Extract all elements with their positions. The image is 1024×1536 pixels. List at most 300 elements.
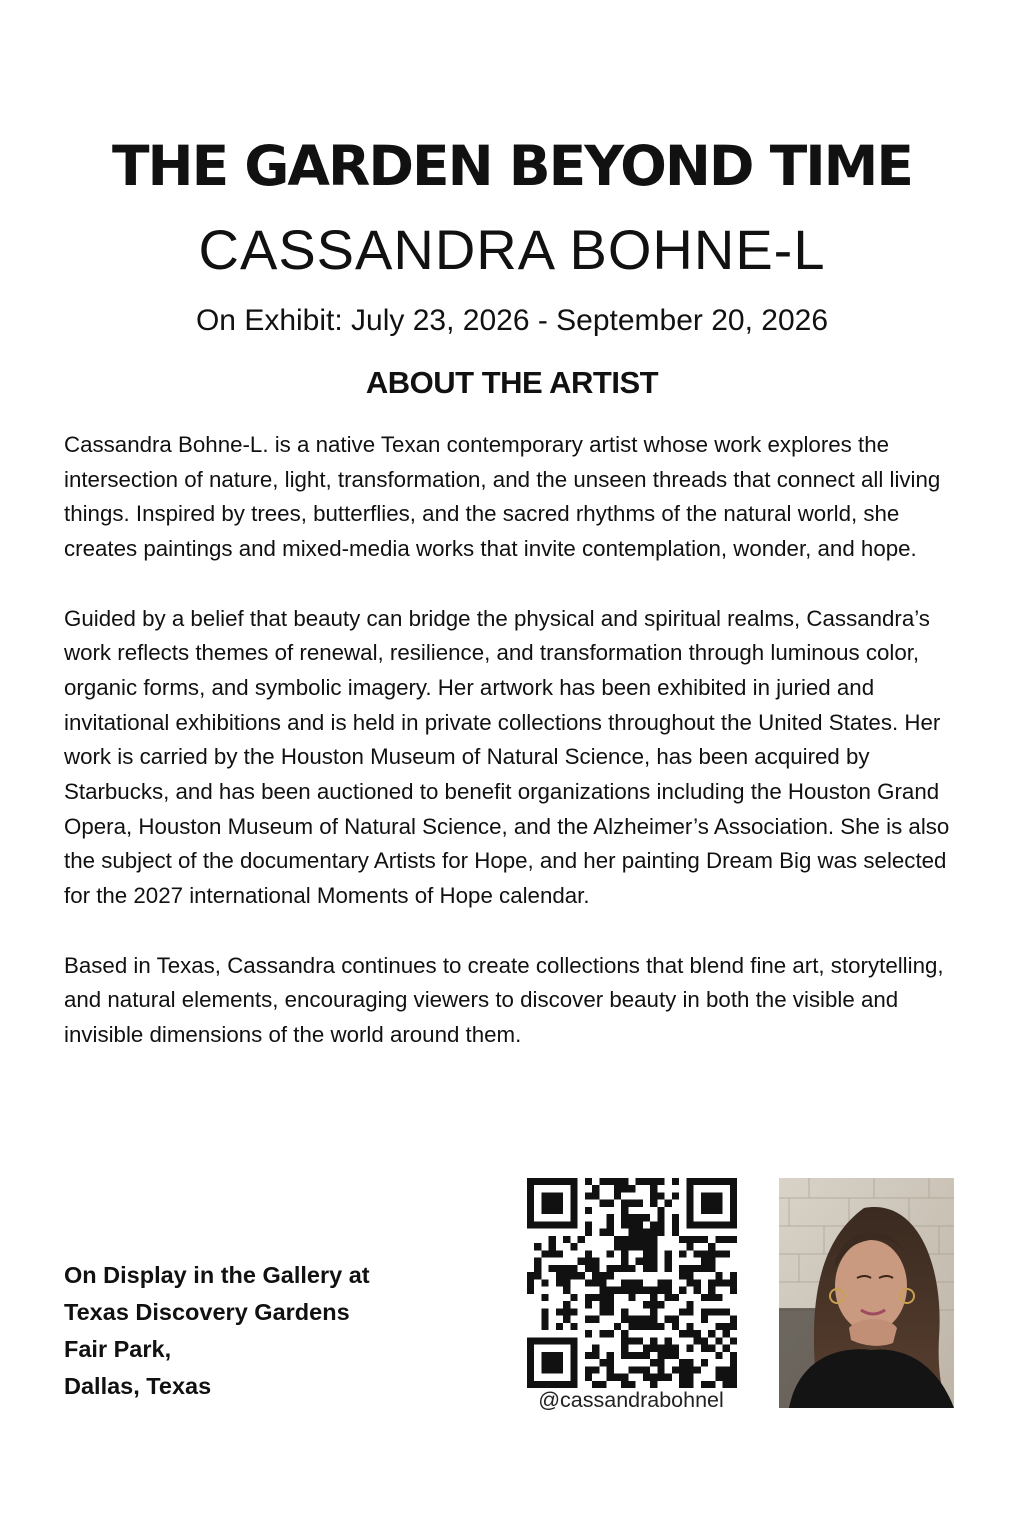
qr-module (701, 1221, 708, 1228)
qr-module (708, 1192, 715, 1199)
qr-module (715, 1308, 722, 1315)
qr-module (527, 1337, 534, 1344)
qr-module (643, 1366, 650, 1373)
qr-module (636, 1258, 643, 1265)
qr-module (563, 1265, 570, 1272)
qr-module (628, 1279, 635, 1286)
qr-module (556, 1272, 563, 1279)
qr-module (549, 1243, 556, 1250)
qr-module (636, 1279, 643, 1286)
qr-module (527, 1192, 534, 1199)
qr-module (614, 1265, 621, 1272)
qr-module (643, 1236, 650, 1243)
qr-module (578, 1258, 585, 1265)
qr-module (585, 1316, 592, 1323)
qr-module (556, 1221, 563, 1228)
qr-module (672, 1294, 679, 1301)
qr-module (672, 1345, 679, 1352)
qr-module (585, 1352, 592, 1359)
qr-module (650, 1258, 657, 1265)
qr-module (628, 1316, 635, 1323)
qr-module (715, 1352, 722, 1359)
qr-module (636, 1352, 643, 1359)
qr-module (657, 1279, 664, 1286)
qr-module (607, 1221, 614, 1228)
qr-module (701, 1308, 708, 1315)
qr-module (679, 1287, 686, 1294)
qr-module (657, 1287, 664, 1294)
qr-module (534, 1221, 541, 1228)
qr-module (657, 1323, 664, 1330)
qr-module (657, 1214, 664, 1221)
qr-module (730, 1287, 737, 1294)
qr-module (541, 1308, 548, 1315)
qr-module (730, 1214, 737, 1221)
qr-module (636, 1200, 643, 1207)
qr-module (679, 1359, 686, 1366)
qr-module (694, 1330, 701, 1337)
qr-module (556, 1265, 563, 1272)
qr-module (686, 1243, 693, 1250)
qr-module (730, 1200, 737, 1207)
qr-module (585, 1258, 592, 1265)
qr-module (563, 1236, 570, 1243)
qr-module (723, 1308, 730, 1315)
qr-module (657, 1301, 664, 1308)
qr-module (534, 1272, 541, 1279)
artist-bio (64, 428, 964, 1087)
qr-module (665, 1337, 672, 1344)
qr-module (556, 1207, 563, 1214)
qr-module (607, 1200, 614, 1207)
qr-module (585, 1207, 592, 1214)
qr-module (708, 1221, 715, 1228)
artist-name: CASSANDRA BOHNE-L (198, 218, 826, 281)
qr-module (701, 1250, 708, 1257)
qr-module (628, 1323, 635, 1330)
qr-module (541, 1221, 548, 1228)
qr-module (621, 1243, 628, 1250)
qr-module (628, 1229, 635, 1236)
qr-module (556, 1308, 563, 1315)
qr-module (650, 1200, 657, 1207)
qr-module (665, 1200, 672, 1207)
qr-module (607, 1294, 614, 1301)
qr-module (599, 1200, 606, 1207)
qr-module (665, 1352, 672, 1359)
qr-module (643, 1352, 650, 1359)
qr-module (715, 1323, 722, 1330)
qr-module (599, 1359, 606, 1366)
qr-module (723, 1236, 730, 1243)
qr-module (701, 1258, 708, 1265)
qr-module (730, 1352, 737, 1359)
qr-module (570, 1207, 577, 1214)
qr-module (636, 1236, 643, 1243)
qr-module (592, 1279, 599, 1286)
qr-module (643, 1243, 650, 1250)
qr-module (708, 1178, 715, 1185)
qr-module (657, 1374, 664, 1381)
qr-module (708, 1258, 715, 1265)
qr-module (679, 1366, 686, 1373)
qr-module (723, 1250, 730, 1257)
qr-module (701, 1294, 708, 1301)
qr-module (599, 1229, 606, 1236)
qr-module (730, 1374, 737, 1381)
qr-module (650, 1287, 657, 1294)
qr-module (607, 1301, 614, 1308)
qr-module (679, 1265, 686, 1272)
qr-module (549, 1200, 556, 1207)
qr-module (614, 1287, 621, 1294)
qr-module (592, 1258, 599, 1265)
qr-module (570, 1323, 577, 1330)
qr-module (701, 1200, 708, 1207)
qr-module (621, 1316, 628, 1323)
qr-module (730, 1359, 737, 1366)
qr-module (621, 1178, 628, 1185)
qr-module (686, 1345, 693, 1352)
qr-module (723, 1323, 730, 1330)
qr-module (527, 1352, 534, 1359)
qr-module (527, 1185, 534, 1192)
qr-module (570, 1366, 577, 1373)
qr-module (527, 1214, 534, 1221)
qr-module (541, 1359, 548, 1366)
qr-module (686, 1236, 693, 1243)
qr-module (607, 1250, 614, 1257)
qr-module (686, 1214, 693, 1221)
qr-module (715, 1236, 722, 1243)
qr-module (607, 1265, 614, 1272)
qr-module (570, 1337, 577, 1344)
qr-module (534, 1337, 541, 1344)
qr-module (556, 1250, 563, 1257)
qr-module (621, 1236, 628, 1243)
qr-module (628, 1200, 635, 1207)
qr-module (563, 1279, 570, 1286)
qr-module (708, 1207, 715, 1214)
qr-module (556, 1279, 563, 1286)
qr-module (556, 1337, 563, 1344)
qr-module (650, 1192, 657, 1199)
qr-module (686, 1279, 693, 1286)
qr-module (679, 1330, 686, 1337)
qr-module (715, 1374, 722, 1381)
qr-module (592, 1265, 599, 1272)
display-line-3: Fair Park, (64, 1336, 172, 1362)
qr-module (679, 1272, 686, 1279)
qr-module (657, 1359, 664, 1366)
qr-module (701, 1337, 708, 1344)
qr-module (607, 1359, 614, 1366)
qr-module (628, 1287, 635, 1294)
qr-module (549, 1250, 556, 1257)
qr-module (723, 1366, 730, 1373)
qr-module (599, 1294, 606, 1301)
qr-module (621, 1345, 628, 1352)
qr-module (715, 1221, 722, 1228)
qr-module (628, 1243, 635, 1250)
qr-module (534, 1265, 541, 1272)
qr-module (650, 1229, 657, 1236)
qr-module (643, 1178, 650, 1185)
qr-module (694, 1236, 701, 1243)
qr-module (723, 1221, 730, 1228)
qr-module (628, 1221, 635, 1228)
qr-module (650, 1308, 657, 1315)
qr-module (563, 1221, 570, 1228)
qr-module (657, 1229, 664, 1236)
qr-module (578, 1272, 585, 1279)
qr-module (549, 1221, 556, 1228)
qr-module (715, 1272, 722, 1279)
qr-module (665, 1279, 672, 1286)
qr-module (578, 1236, 585, 1243)
qr-module (556, 1200, 563, 1207)
qr-module (643, 1345, 650, 1352)
qr-module (701, 1207, 708, 1214)
qr-module (643, 1287, 650, 1294)
qr-module (621, 1308, 628, 1315)
qr-module (686, 1359, 693, 1366)
qr-module (715, 1200, 722, 1207)
qr-module (527, 1221, 534, 1228)
qr-module (686, 1374, 693, 1381)
qr-module (585, 1178, 592, 1185)
qr-module (708, 1200, 715, 1207)
qr-module (708, 1345, 715, 1352)
qr-module (607, 1366, 614, 1373)
qr-module (585, 1330, 592, 1337)
qr-module (628, 1352, 635, 1359)
qr-module (541, 1352, 548, 1359)
qr-module (541, 1294, 548, 1301)
qr-module (665, 1374, 672, 1381)
qr-module (723, 1374, 730, 1381)
qr-module (650, 1301, 657, 1308)
qr-module (686, 1178, 693, 1185)
qr-module (556, 1323, 563, 1330)
qr-module (621, 1279, 628, 1286)
qr-module (650, 1359, 657, 1366)
qr-module (657, 1366, 664, 1373)
qr-module (621, 1214, 628, 1221)
qr-module (527, 1345, 534, 1352)
qr-module (708, 1265, 715, 1272)
qr-module (599, 1272, 606, 1279)
qr-module (628, 1366, 635, 1373)
qr-module (686, 1221, 693, 1228)
qr-module (563, 1178, 570, 1185)
qr-module (672, 1323, 679, 1330)
qr-module (643, 1229, 650, 1236)
qr-module (650, 1265, 657, 1272)
qr-module (686, 1207, 693, 1214)
qr-module (694, 1287, 701, 1294)
qr-code-icon[interactable] (527, 1178, 737, 1388)
qr-module (686, 1192, 693, 1199)
qr-module (527, 1200, 534, 1207)
qr-module (614, 1323, 621, 1330)
qr-module (694, 1337, 701, 1344)
qr-module (636, 1323, 643, 1330)
qr-module (541, 1323, 548, 1330)
qr-module (679, 1236, 686, 1243)
qr-module (643, 1374, 650, 1381)
qr-module (701, 1345, 708, 1352)
qr-module (686, 1185, 693, 1192)
qr-module (585, 1366, 592, 1373)
qr-module (570, 1265, 577, 1272)
qr-module (672, 1352, 679, 1359)
qr-module (672, 1214, 679, 1221)
qr-module (701, 1192, 708, 1199)
qr-module (686, 1330, 693, 1337)
qr-module (541, 1207, 548, 1214)
qr-module (715, 1207, 722, 1214)
qr-module (614, 1192, 621, 1199)
qr-module (570, 1214, 577, 1221)
qr-module (570, 1185, 577, 1192)
qr-module (701, 1236, 708, 1243)
qr-module (708, 1279, 715, 1286)
qr-module (585, 1374, 592, 1381)
qr-module (534, 1178, 541, 1185)
qr-module (715, 1279, 722, 1286)
qr-module (592, 1272, 599, 1279)
qr-module (570, 1352, 577, 1359)
qr-module (636, 1243, 643, 1250)
qr-module (527, 1359, 534, 1366)
qr-module (723, 1279, 730, 1286)
qr-module (541, 1178, 548, 1185)
qr-module (621, 1185, 628, 1192)
qr-module (621, 1330, 628, 1337)
qr-module (730, 1272, 737, 1279)
qr-module (549, 1192, 556, 1199)
qr-module (723, 1330, 730, 1337)
qr-module (708, 1308, 715, 1315)
qr-module (556, 1352, 563, 1359)
qr-module (621, 1250, 628, 1257)
qr-module (657, 1207, 664, 1214)
qr-module (527, 1272, 534, 1279)
qr-module (650, 1221, 657, 1228)
qr-module (665, 1287, 672, 1294)
qr-module (723, 1345, 730, 1352)
qr-module (650, 1243, 657, 1250)
qr-module (570, 1178, 577, 1185)
qr-module (686, 1301, 693, 1308)
display-line-4: Dallas, Texas (64, 1373, 212, 1399)
qr-module (563, 1301, 570, 1308)
qr-module (527, 1366, 534, 1373)
qr-module (672, 1192, 679, 1199)
bio-paragraph-2: Guided by a belief that beauty can bridge the physical and spiritual realms, Cassandra’s work reflects themes of renewal, resilience, and transformation through luminous color, organic forms, and symbolic imagery. Her artwork has been exhibited in juried and invitational exhibitions and is held in private collections throughout the United States. Her work is carried by the Houston Museum of Natural Science, has been acquired by Starbucks, and has been auctioned to benefit organizations including the Houston Grand Opera, Houston Museum of Natural Science, and the Alzheimer’s Association. She is also the subject of the documentary Artists for Hope, and her painting Dream Big was selected for the 2027 international Moments of Hope calendar. (64, 605, 950, 909)
display-line-2: Texas Discovery Gardens (64, 1299, 350, 1325)
qr-module (570, 1221, 577, 1228)
qr-module (628, 1214, 635, 1221)
qr-module (628, 1185, 635, 1192)
qr-module (534, 1258, 541, 1265)
qr-module (592, 1192, 599, 1199)
qr-module (730, 1279, 737, 1286)
qr-module (556, 1178, 563, 1185)
qr-module (614, 1178, 621, 1185)
qr-module (708, 1287, 715, 1294)
about-heading: ABOUT THE ARTIST (365, 365, 659, 400)
qr-module (541, 1337, 548, 1344)
qr-module (614, 1185, 621, 1192)
qr-module (570, 1192, 577, 1199)
qr-module (650, 1178, 657, 1185)
qr-module (541, 1279, 548, 1286)
qr-module (694, 1279, 701, 1286)
qr-module (686, 1323, 693, 1330)
qr-module (679, 1374, 686, 1381)
qr-module (643, 1250, 650, 1257)
qr-module (527, 1279, 534, 1286)
qr-module (730, 1236, 737, 1243)
qr-module (701, 1178, 708, 1185)
qr-module (672, 1366, 679, 1373)
qr-module (672, 1229, 679, 1236)
qr-module (549, 1265, 556, 1272)
qr-module (643, 1323, 650, 1330)
qr-module (556, 1192, 563, 1199)
qr-module (563, 1287, 570, 1294)
qr-module (592, 1294, 599, 1301)
qr-module (621, 1265, 628, 1272)
qr-module (730, 1221, 737, 1228)
qr-module (628, 1236, 635, 1243)
qr-module (679, 1308, 686, 1315)
qr-module (636, 1366, 643, 1373)
qr-module (527, 1374, 534, 1381)
qr-module (665, 1316, 672, 1323)
qr-module (570, 1345, 577, 1352)
qr-module (672, 1316, 679, 1323)
qr-module (708, 1250, 715, 1257)
qr-module (643, 1265, 650, 1272)
qr-module (657, 1221, 664, 1228)
qr-module (534, 1243, 541, 1250)
qr-module (643, 1301, 650, 1308)
qr-module (607, 1287, 614, 1294)
qr-module (592, 1366, 599, 1373)
qr-module (650, 1250, 657, 1257)
instagram-handle[interactable]: @cassandrabohnel (538, 1388, 724, 1412)
qr-module (643, 1316, 650, 1323)
exhibit-dates: On Exhibit: July 23, 2026 - September 20, 2026 (195, 304, 829, 337)
qr-module (599, 1301, 606, 1308)
qr-module (527, 1287, 534, 1294)
qr-module (585, 1192, 592, 1199)
qr-module (730, 1366, 737, 1373)
qr-module (527, 1178, 534, 1185)
qr-module (665, 1250, 672, 1257)
qr-module (650, 1294, 657, 1301)
qr-module (643, 1214, 650, 1221)
qr-module (650, 1337, 657, 1344)
qr-module (527, 1207, 534, 1214)
qr-module (549, 1178, 556, 1185)
qr-module (715, 1337, 722, 1344)
qr-module (730, 1316, 737, 1323)
qr-module (686, 1200, 693, 1207)
